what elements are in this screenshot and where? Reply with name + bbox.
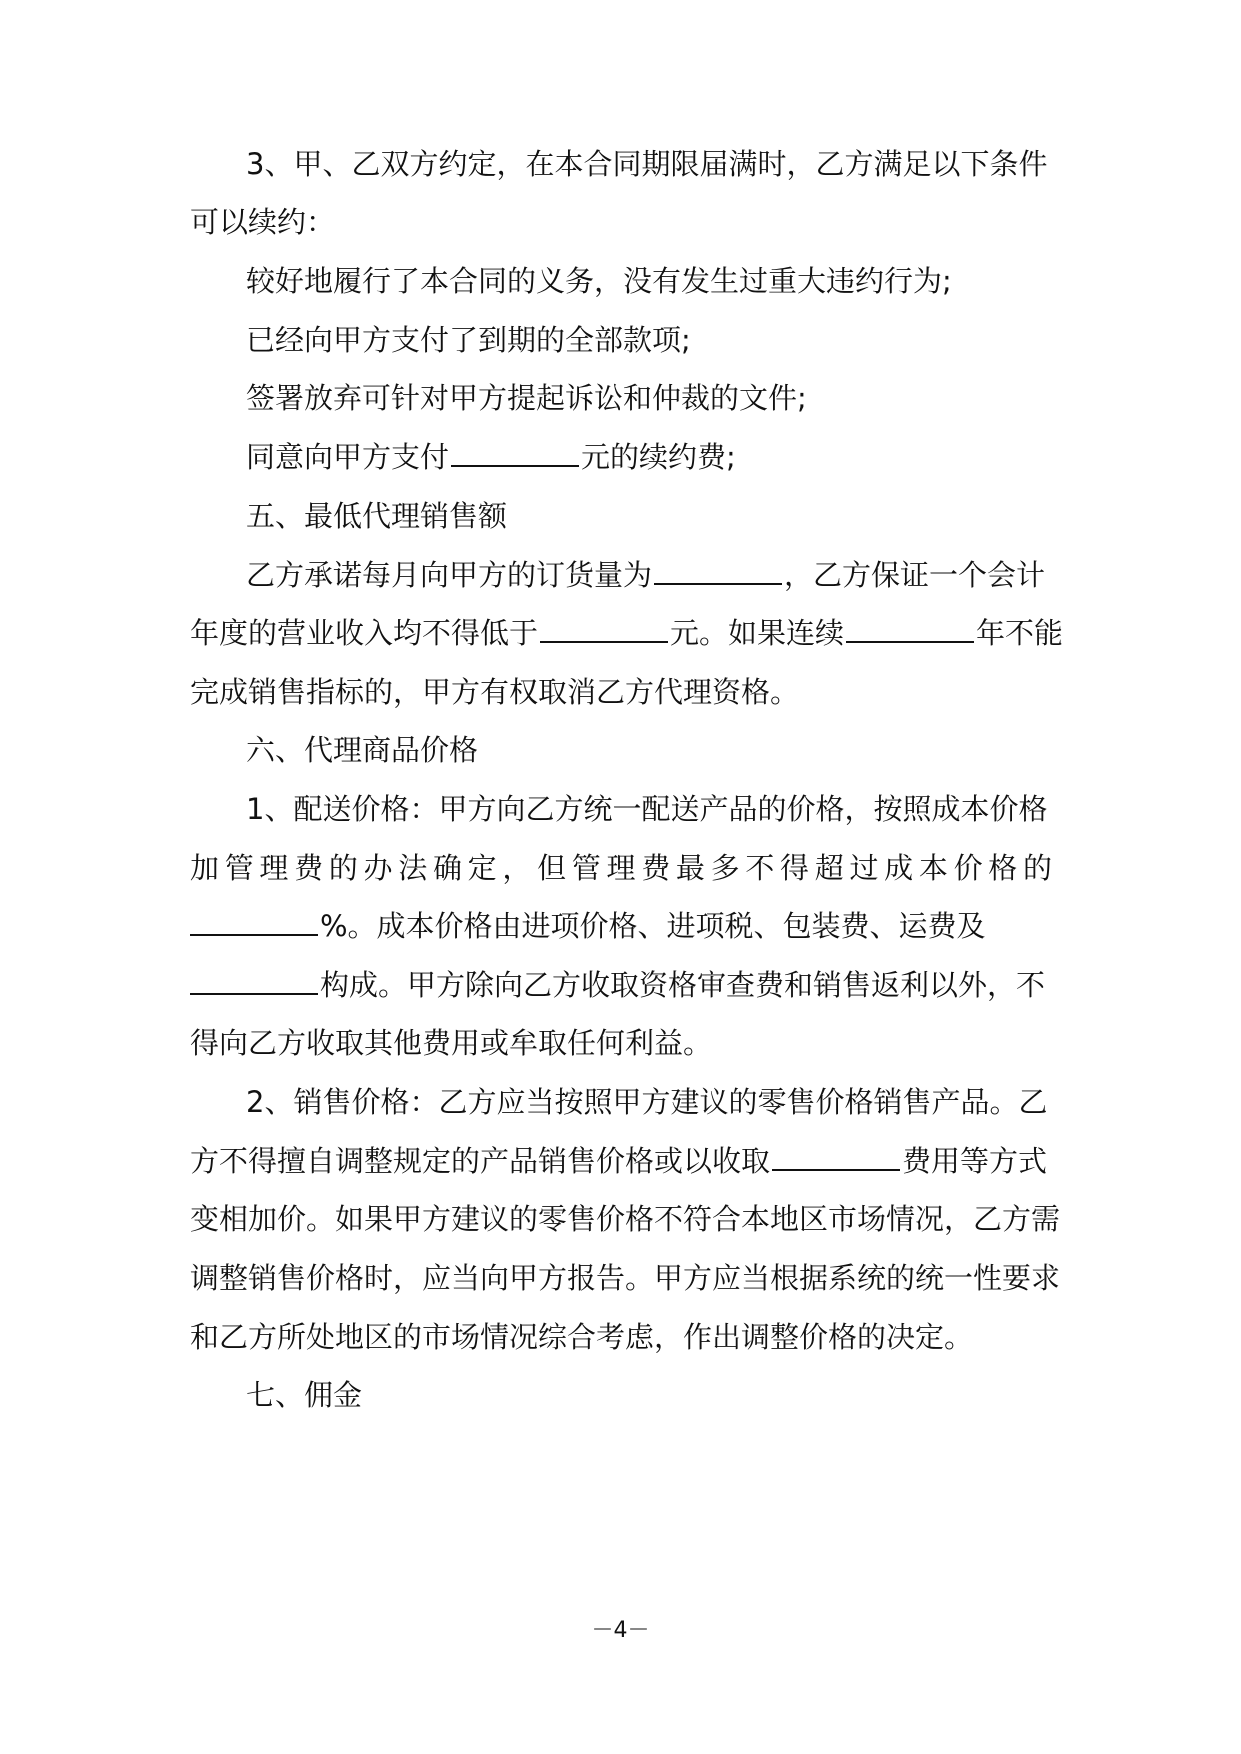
section-heading [246, 496, 507, 536]
fill-in-blank [451, 441, 579, 467]
fill-in-blank [654, 559, 782, 585]
text-segment: 得向乙方收取其他费用或牟取任何利益。 [190, 1026, 713, 1060]
text-segment: 费用等方式 [902, 1144, 1048, 1178]
text-segment: 已经向甲方支付了到期的全部款项; [246, 323, 691, 357]
text-segment: 加管理费的办法确定，但管理费最多不得超过成本价格的 [190, 851, 1052, 885]
text-segment: 元。如果连续 [670, 616, 845, 650]
section-heading [246, 730, 478, 770]
paragraph-line [190, 1317, 973, 1357]
paragraph-line [190, 202, 335, 242]
paragraph-line [246, 261, 952, 301]
text-segment: 3、甲、乙双方约定，在本合同期限届满时，乙方满足以下条件 [246, 147, 1048, 181]
text-segment: 乙方承诺每月向甲方的订货量为 [246, 558, 653, 592]
text-segment: 年度的营业收入均不得低于 [190, 616, 539, 650]
text-segment: 变相加价。如果甲方建议的零售价格不符合本地区市场情况，乙方需 [190, 1202, 1061, 1236]
fill-in-blank [540, 617, 668, 643]
paragraph-line [190, 1199, 1060, 1239]
text-segment: 和乙方所处地区的市场情况综合考虑，作出调整价格的决定。 [190, 1320, 974, 1354]
text-segment: ，乙方保证一个会计 [784, 558, 1046, 592]
text-segment: 调整销售价格时，应当向甲方报告。甲方应当根据系统的统一性要求 [190, 1261, 1061, 1295]
paragraph-line [190, 1141, 1047, 1181]
paragraph-line [190, 848, 1052, 888]
text-segment: %。成本价格由进项价格、进项税、包装费、运费及 [320, 909, 986, 943]
text-segment: 较好地履行了本合同的义务，没有发生过重大违约行为; [246, 264, 952, 298]
text-segment: 六、代理商品价格 [246, 733, 479, 767]
paragraph-line [246, 378, 807, 418]
paragraph-line [190, 1258, 1060, 1298]
text-segment: 方不得擅自调整规定的产品销售价格或以收取 [190, 1144, 771, 1178]
page-number: －4－ [591, 1618, 650, 1643]
paragraph-line [246, 144, 1047, 184]
paragraph-line [190, 906, 986, 946]
paragraph-line [246, 320, 691, 360]
text-segment: 同意向甲方支付 [246, 440, 450, 474]
paragraph-line [246, 789, 1047, 829]
text-segment: 签署放弃可针对甲方提起诉讼和仲裁的文件; [246, 381, 807, 415]
paragraph-line [190, 965, 1045, 1005]
paragraph-line [246, 1082, 1047, 1122]
text-segment: 年不能 [976, 616, 1064, 650]
fill-in-blank [190, 910, 318, 936]
text-segment: 构成。甲方除向乙方收取资格审查费和销售返利以外，不 [320, 968, 1046, 1002]
paragraph-line [246, 437, 736, 477]
text-segment: 2、销售价格：乙方应当按照甲方建议的零售价格销售产品。乙 [246, 1085, 1048, 1119]
text-segment: 五、最低代理销售额 [246, 499, 508, 533]
text-segment: 元的续约费; [581, 440, 736, 474]
paragraph-line [190, 672, 799, 712]
text-segment: 可以续约： [190, 205, 336, 239]
text-segment: 完成销售指标的，甲方有权取消乙方代理资格。 [190, 675, 800, 709]
paragraph-line [190, 613, 1063, 653]
fill-in-blank [846, 617, 974, 643]
fill-in-blank [772, 1145, 900, 1171]
text-segment: 1、配送价格：甲方向乙方统一配送产品的价格，按照成本价格 [246, 792, 1048, 826]
text-segment: 七、佣金 [246, 1378, 363, 1412]
section-heading [246, 1375, 362, 1415]
fill-in-blank [190, 969, 318, 995]
paragraph-line [190, 1023, 712, 1063]
paragraph-line [246, 555, 1045, 595]
